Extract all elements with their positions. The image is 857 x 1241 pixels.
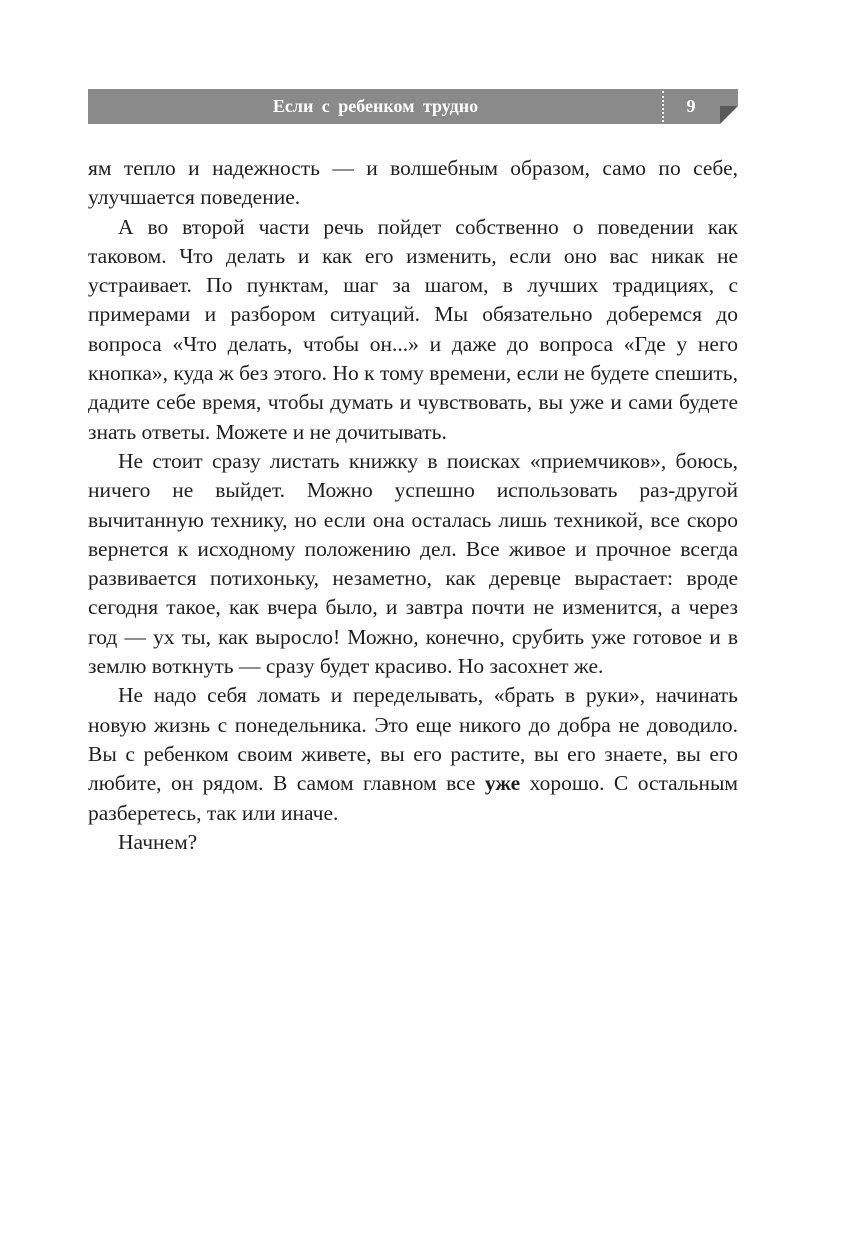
- header-divider: [662, 91, 664, 122]
- paragraph-4-text-b: хорошо. С остальным разберетесь, так или иначе.: [88, 771, 738, 825]
- emphasis-word: уже: [484, 771, 521, 796]
- paragraph-3: Не стоит сразу листать книжку в поисках «приемчиков», боюсь, ничего не выйдет. Можно успешно использовать раз-другой вычитанную технику, но если она осталась лишь техникой, все скоро вернется к исходному положению дел. Все живое и прочное всегда развивается потихоньку, незаметно, как деревце вырастает: вроде сегодня такое, как вчера было, и завтра почти не изменится, а через год — ух ты, как выросло! Можно, конечно, срубить уже готовое и в землю воткнуть — сразу будет красиво. Но засохнет же.: [88, 448, 738, 679]
- paragraph-4: [88, 681, 738, 827]
- paragraph-1: ям тепло и надежность — и волшебным образом, само по себе, улучшается поведение.: [88, 156, 738, 210]
- page-number: 9: [686, 96, 696, 116]
- running-header: [88, 89, 738, 124]
- closing-question: Начнем?: [118, 829, 198, 854]
- corner-fold-decoration: [720, 106, 738, 124]
- paragraph-4-text-a: Не надо себя ломать и переделывать, «брать в руки», начинать новую жизнь с понедельника. Это еще никого до добра не доводило. Вы с ребенком своим живете, вы его растите, вы его знаете, вы его любите, он рядом. В самом главном все: [88, 683, 738, 796]
- page-body: [88, 154, 738, 857]
- running-header-title: Если с ребенком трудно: [272, 96, 479, 116]
- paragraph-2: А во второй части речь пойдет собственно о поведении как таковом. Что делать и как его изменить, если оно вас никак не устраивает. По пунктам, шаг за шагом, в лучших традициях, с примерами и разбором ситуаций. Мы обязательно доберемся до вопроса «Что делать, чтобы он...» и даже до вопроса «Где у него кнопка», куда ж без этого. Но к тому времени, если не будете спешить, дадите себе время, чтобы думать и чувствовать, вы уже и сами будете знать ответы. Можете и не дочитывать.: [88, 214, 738, 444]
